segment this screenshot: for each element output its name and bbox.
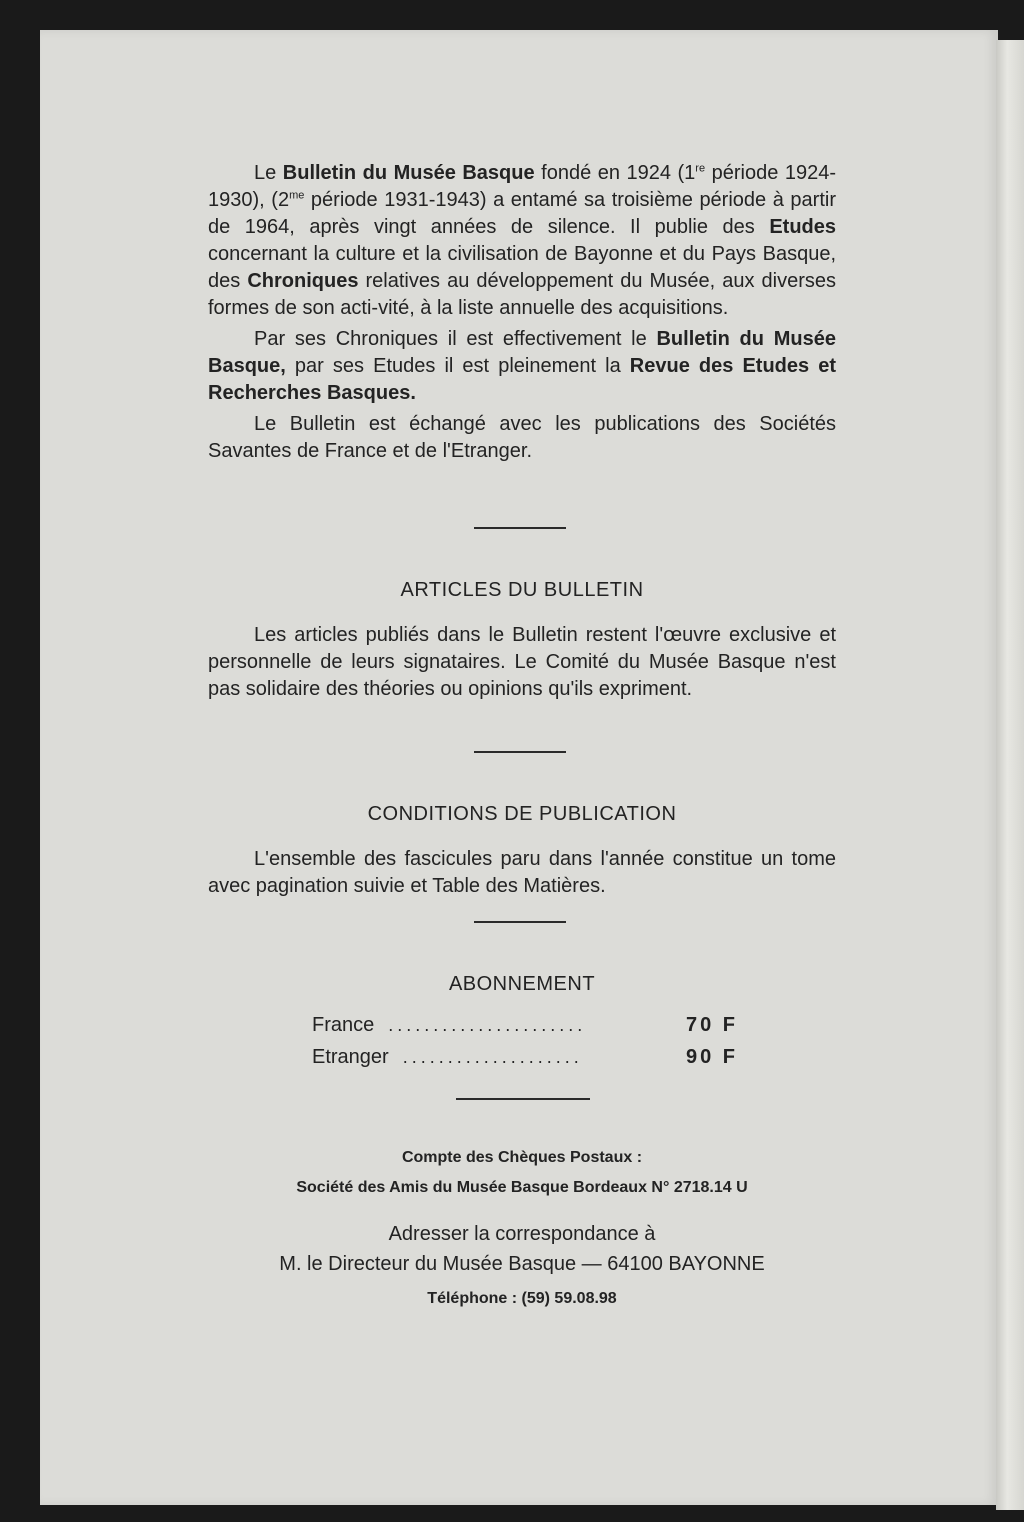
- leader-dots: ......................: [388, 1015, 587, 1035]
- subscription-row-france: [312, 1014, 738, 1044]
- intro-paragraph-3: Le Bulletin est échangé avec les publications des Sociétés Savantes de France et de l'Etranger.: [208, 413, 836, 462]
- leader-dots: ....................: [402, 1047, 583, 1067]
- articles-paragraph: Les articles publiés dans le Bulletin restent l'œuvre exclusive et personnelle de leurs signataires. Le Comité du Musée Basque n'est pas solidaire des théories ou opinions qu'ils expriment.: [208, 624, 836, 700]
- ccp-title: Compte des Chèques Postaux :: [401, 1149, 643, 1166]
- section-divider: [474, 921, 566, 923]
- conditions-heading: CONDITIONS DE PUBLICATION: [367, 803, 677, 825]
- section-divider: [456, 1098, 590, 1100]
- subscription-row-etranger: [312, 1046, 738, 1076]
- intro-paragraph-2: Par ses Chroniques il est effectivement le Bulletin du Musée Basque, par ses Etudes il est pleinement la Revue des Etudes et Recherches Basques.: [208, 328, 836, 404]
- subscription-heading: ABONNEMENT: [448, 973, 596, 995]
- articles-section: [208, 622, 836, 703]
- phone: Téléphone : (59) 59.08.98: [427, 1290, 617, 1307]
- intro-paragraph-1: Le Bulletin du Musée Basque fondé en 1924 (1re période 1924-1930), ($2^{me}$ période 1931-1943) a entamé sa troisième période à partir de 1964, après vingt années de silence. Il publie des Etudes concernant la culture et la civilisation de Bayonne et du Pays Basque, des Chroniques relatives au développement du Musée, aux diverses formes de son acti-vité, à la liste annuelle des acquisitions.: [208, 162, 836, 319]
- ccp-account: Société des Amis du Musée Basque Bordeaux N° 2718.14 U: [296, 1179, 748, 1196]
- page-edge: [996, 40, 1024, 1510]
- subscription-price: 90 F: [685, 1046, 738, 1068]
- articles-heading: ARTICLES DU BULLETIN: [400, 579, 644, 601]
- section-divider: [474, 527, 566, 529]
- conditions-paragraph: L'ensemble des fascicules paru dans l'année constitue un tome avec pagination suivie et Table des Matières.: [208, 848, 836, 897]
- conditions-section: [208, 846, 836, 900]
- subscription-label: Etranger: [312, 1046, 389, 1068]
- address: M. le Directeur du Musée Basque — 64100 BAYONNE: [279, 1253, 765, 1275]
- intro-section: [208, 160, 836, 465]
- section-divider: [474, 751, 566, 753]
- address-intro: Adresser la correspondance à: [388, 1223, 656, 1245]
- subscription-label: France: [312, 1014, 375, 1036]
- subscription-price: 70 F: [685, 1014, 738, 1036]
